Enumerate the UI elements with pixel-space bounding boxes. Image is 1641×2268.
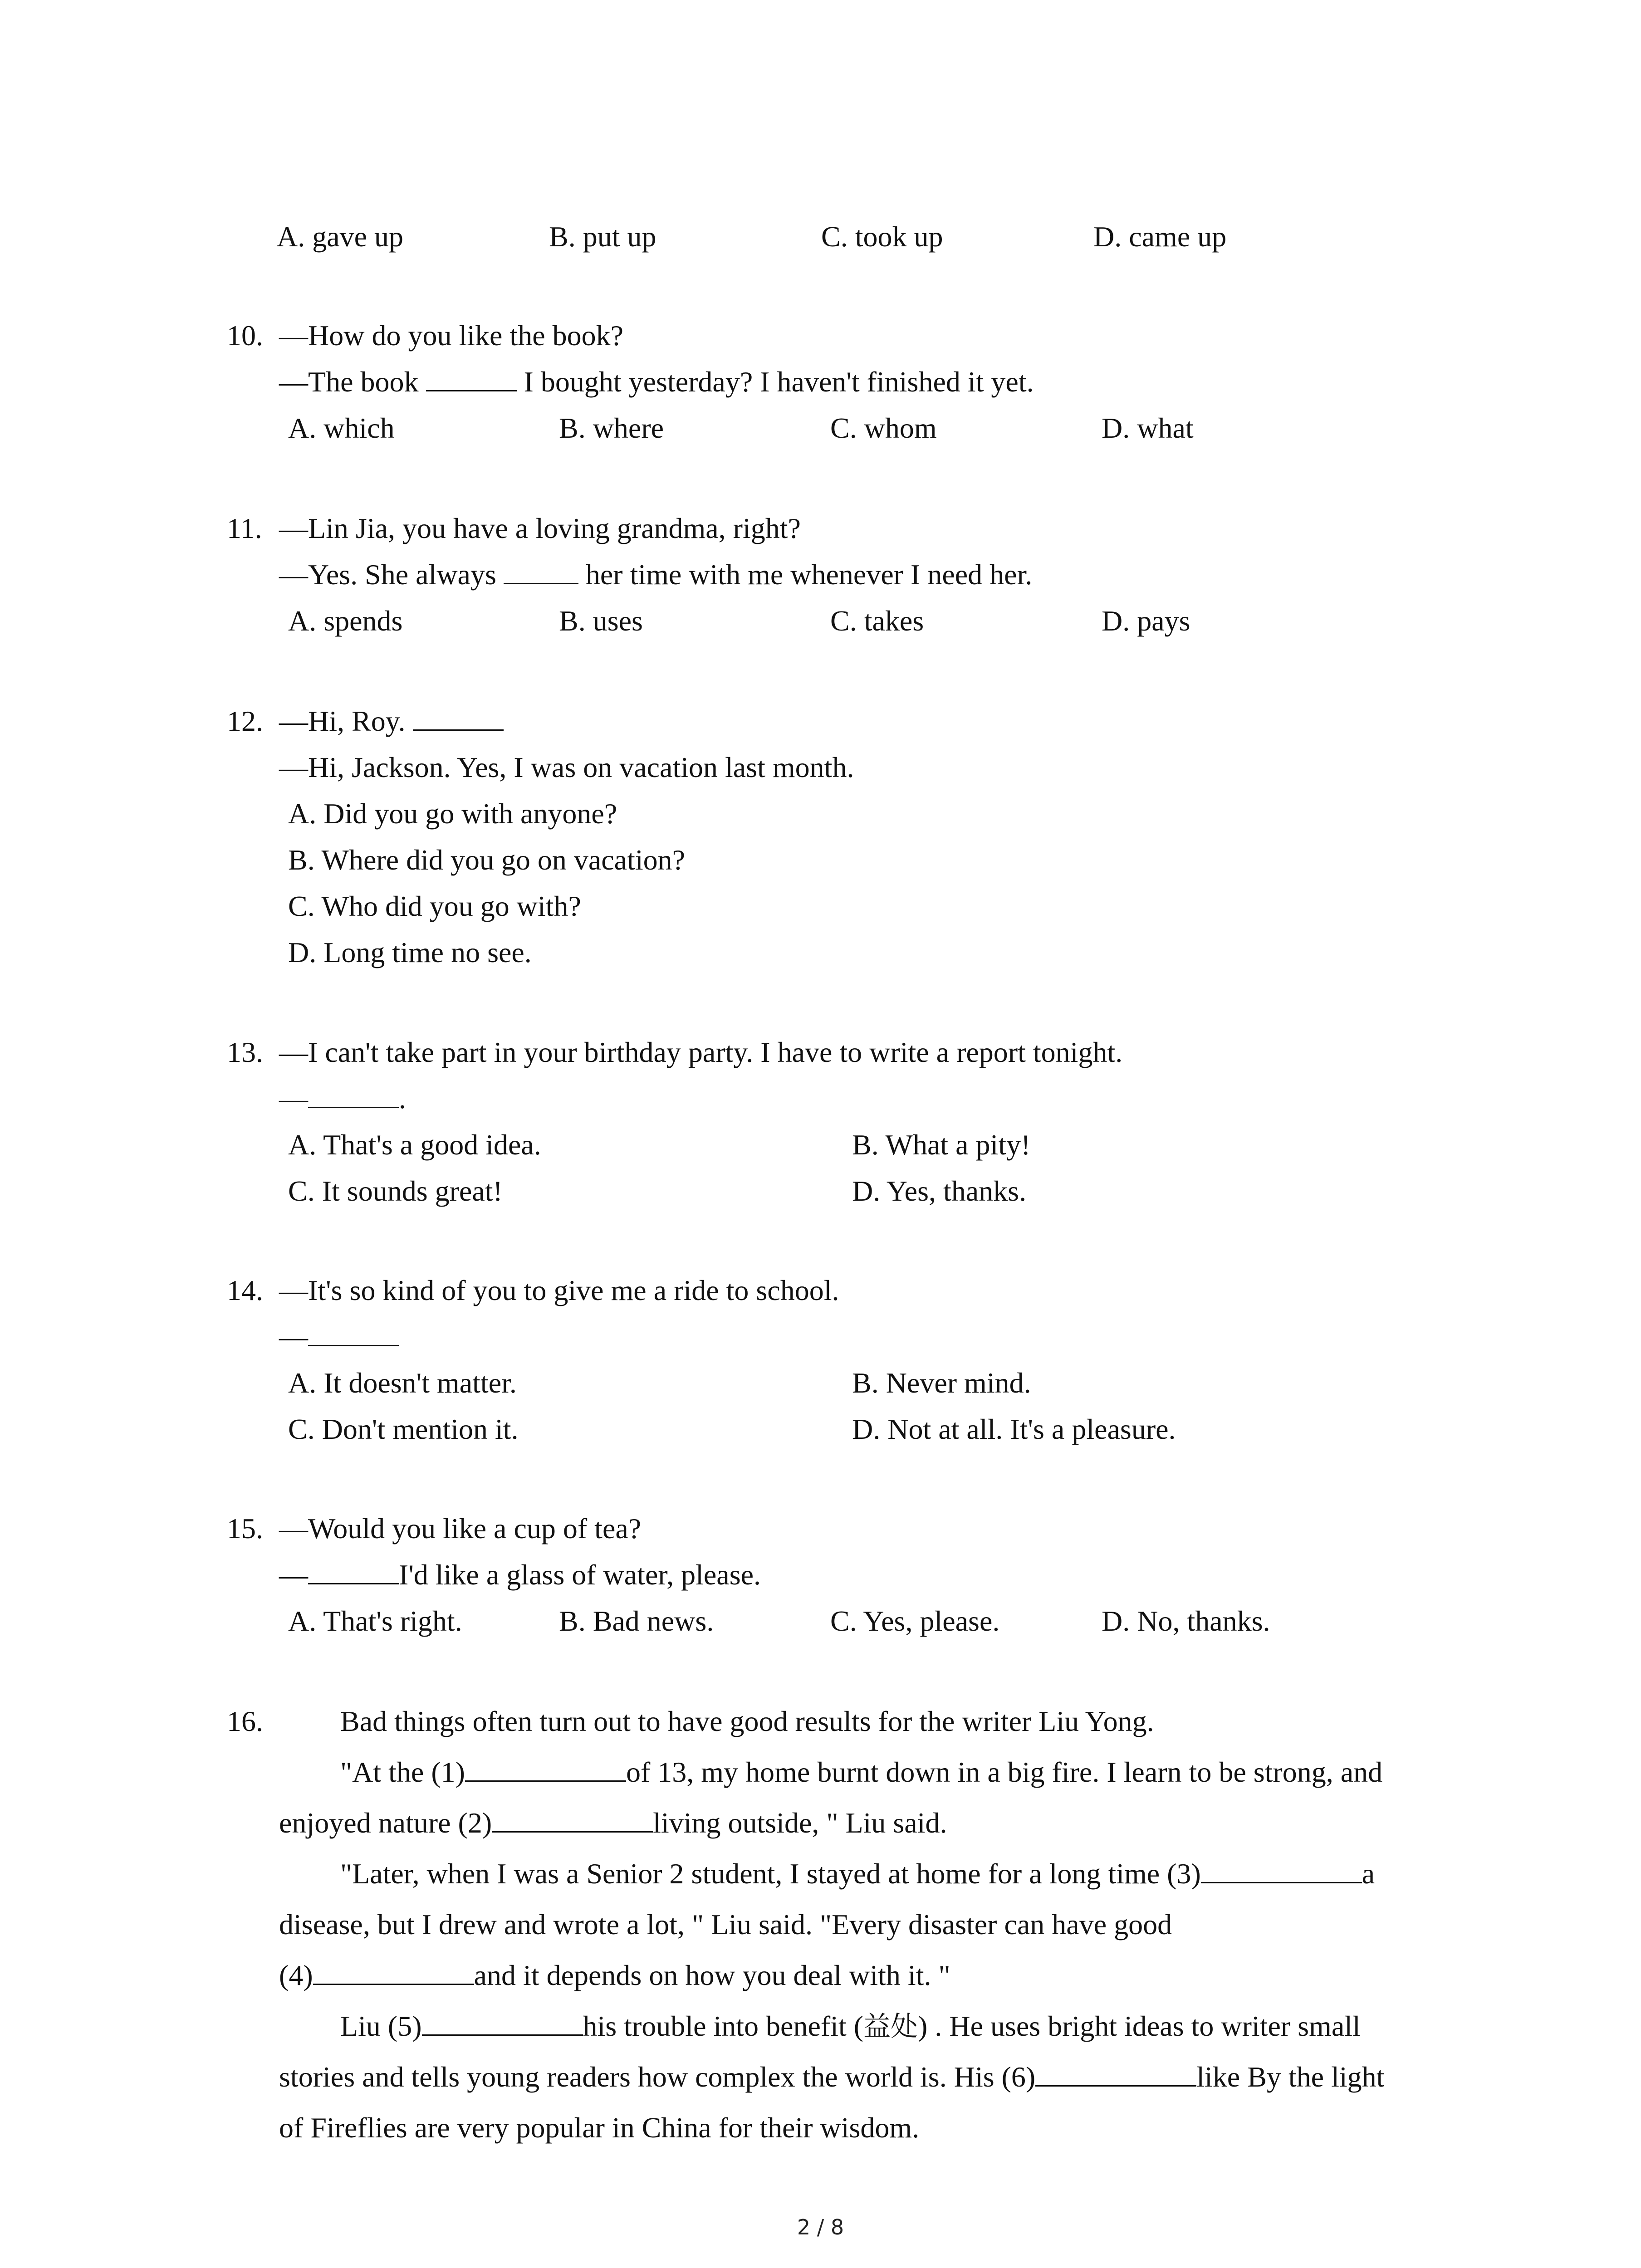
question-response: — . [279,1076,406,1121]
passage-line: of Fireflies are very popular in China for their wisdom. [279,2112,920,2144]
answer-blank-2[interactable] [492,1802,653,1833]
question-response: — I'd like a glass of water, please. [279,1552,761,1598]
q9-option-d: D. came up [1093,220,1227,253]
option-d: D. Yes, thanks. [852,1175,1027,1207]
option-b: B. where [559,412,664,444]
passage-line: enjoyed nature (2) living outside, " Liu said. [279,1800,947,1846]
question-number: 16. [227,1705,263,1737]
option-b: B. uses [559,605,643,637]
option-c: C. It sounds great! [288,1175,503,1207]
question-response: —Yes. She always her time with me whenever I need her. [279,552,1032,597]
option-d: D. Long time no see. [288,936,532,968]
option-a: A. That's right. [288,1605,462,1637]
answer-blank[interactable] [308,1316,399,1346]
option-a: A. which [288,412,395,444]
question-response: —The book I bought yesterday? I haven't finished it yet. [279,359,1034,405]
page-number: 2 / 8 [797,2215,844,2239]
option-a: A. It doesn't matter. [288,1367,517,1399]
option-d: D. Not at all. It's a pleasure. [852,1413,1176,1445]
question-number: 15. [227,1512,263,1545]
answer-blank-4[interactable] [313,1955,474,1985]
answer-blank[interactable] [426,361,517,391]
question-response: —Hi, Jackson. Yes, I was on vacation last month. [279,751,854,783]
option-c: C. Who did you go with? [288,890,581,922]
question-prompt: —How do you like the book? [279,319,623,352]
passage-line: stories and tells young readers how complex the world is. His (6) like By the light [279,2054,1384,2100]
option-d: D. what [1102,412,1194,444]
answer-blank-6[interactable] [1035,2056,1196,2087]
option-c: C. whom [830,412,937,444]
question-response: — [279,1314,399,1359]
option-c: C. takes [830,605,924,637]
q9-option-a: A. gave up [277,220,404,253]
q9-option-b: B. put up [549,220,656,253]
option-a: A. Did you go with anyone? [288,797,617,830]
answer-blank[interactable] [413,700,504,731]
question-number: 12. [227,705,263,737]
option-c: C. Yes, please. [830,1605,1000,1637]
passage-line: Bad things often turn out to have good results for the writer Liu Yong. [340,1705,1154,1737]
question-prompt: —It's so kind of you to give me a ride to school. [279,1274,839,1306]
answer-blank[interactable] [504,554,578,584]
option-b: B. Bad news. [559,1605,714,1637]
option-a: A. That's a good idea. [288,1129,541,1161]
q9-option-c: C. took up [821,220,943,253]
question-prompt: —Would you like a cup of tea? [279,1512,642,1545]
question-number: 13. [227,1036,263,1068]
option-a: A. spends [288,605,403,637]
option-d: D. No, thanks. [1102,1605,1270,1637]
option-c: C. Don't mention it. [288,1413,519,1445]
answer-blank[interactable] [308,1554,399,1584]
question-prompt: —Hi, Roy. [279,699,504,744]
passage-line: (4) and it depends on how you deal with it. " [279,1953,950,1998]
question-prompt: —I can't take part in your birthday party. I have to write a report tonight. [279,1036,1123,1068]
answer-blank[interactable] [308,1078,399,1108]
passage-line: disease, but I drew and wrote a lot, " Liu said. "Every disaster can have good [279,1908,1172,1941]
option-b: B. Never mind. [852,1367,1031,1399]
passage-line: "Later, when I was a Senior 2 student, I stayed at home for a long time (3) a [340,1851,1375,1897]
option-d: D. pays [1102,605,1190,637]
passage-line: Liu (5) his trouble into benefit (益处) . He uses bright ideas to writer small [340,2004,1361,2049]
question-number: 14. [227,1274,263,1306]
option-b: B. What a pity! [852,1129,1031,1161]
question-number: 10. [227,319,263,352]
passage-line: "At the (1) of 13, my home burnt down in a big fire. I learn to be strong, and [340,1750,1382,1795]
answer-blank-5[interactable] [422,2005,583,2036]
answer-blank-1[interactable] [465,1751,626,1782]
question-prompt: —Lin Jia, you have a loving grandma, right? [279,512,801,544]
question-number: 11. [227,512,262,544]
answer-blank-3[interactable] [1201,1853,1362,1883]
option-b: B. Where did you go on vacation? [288,844,686,876]
